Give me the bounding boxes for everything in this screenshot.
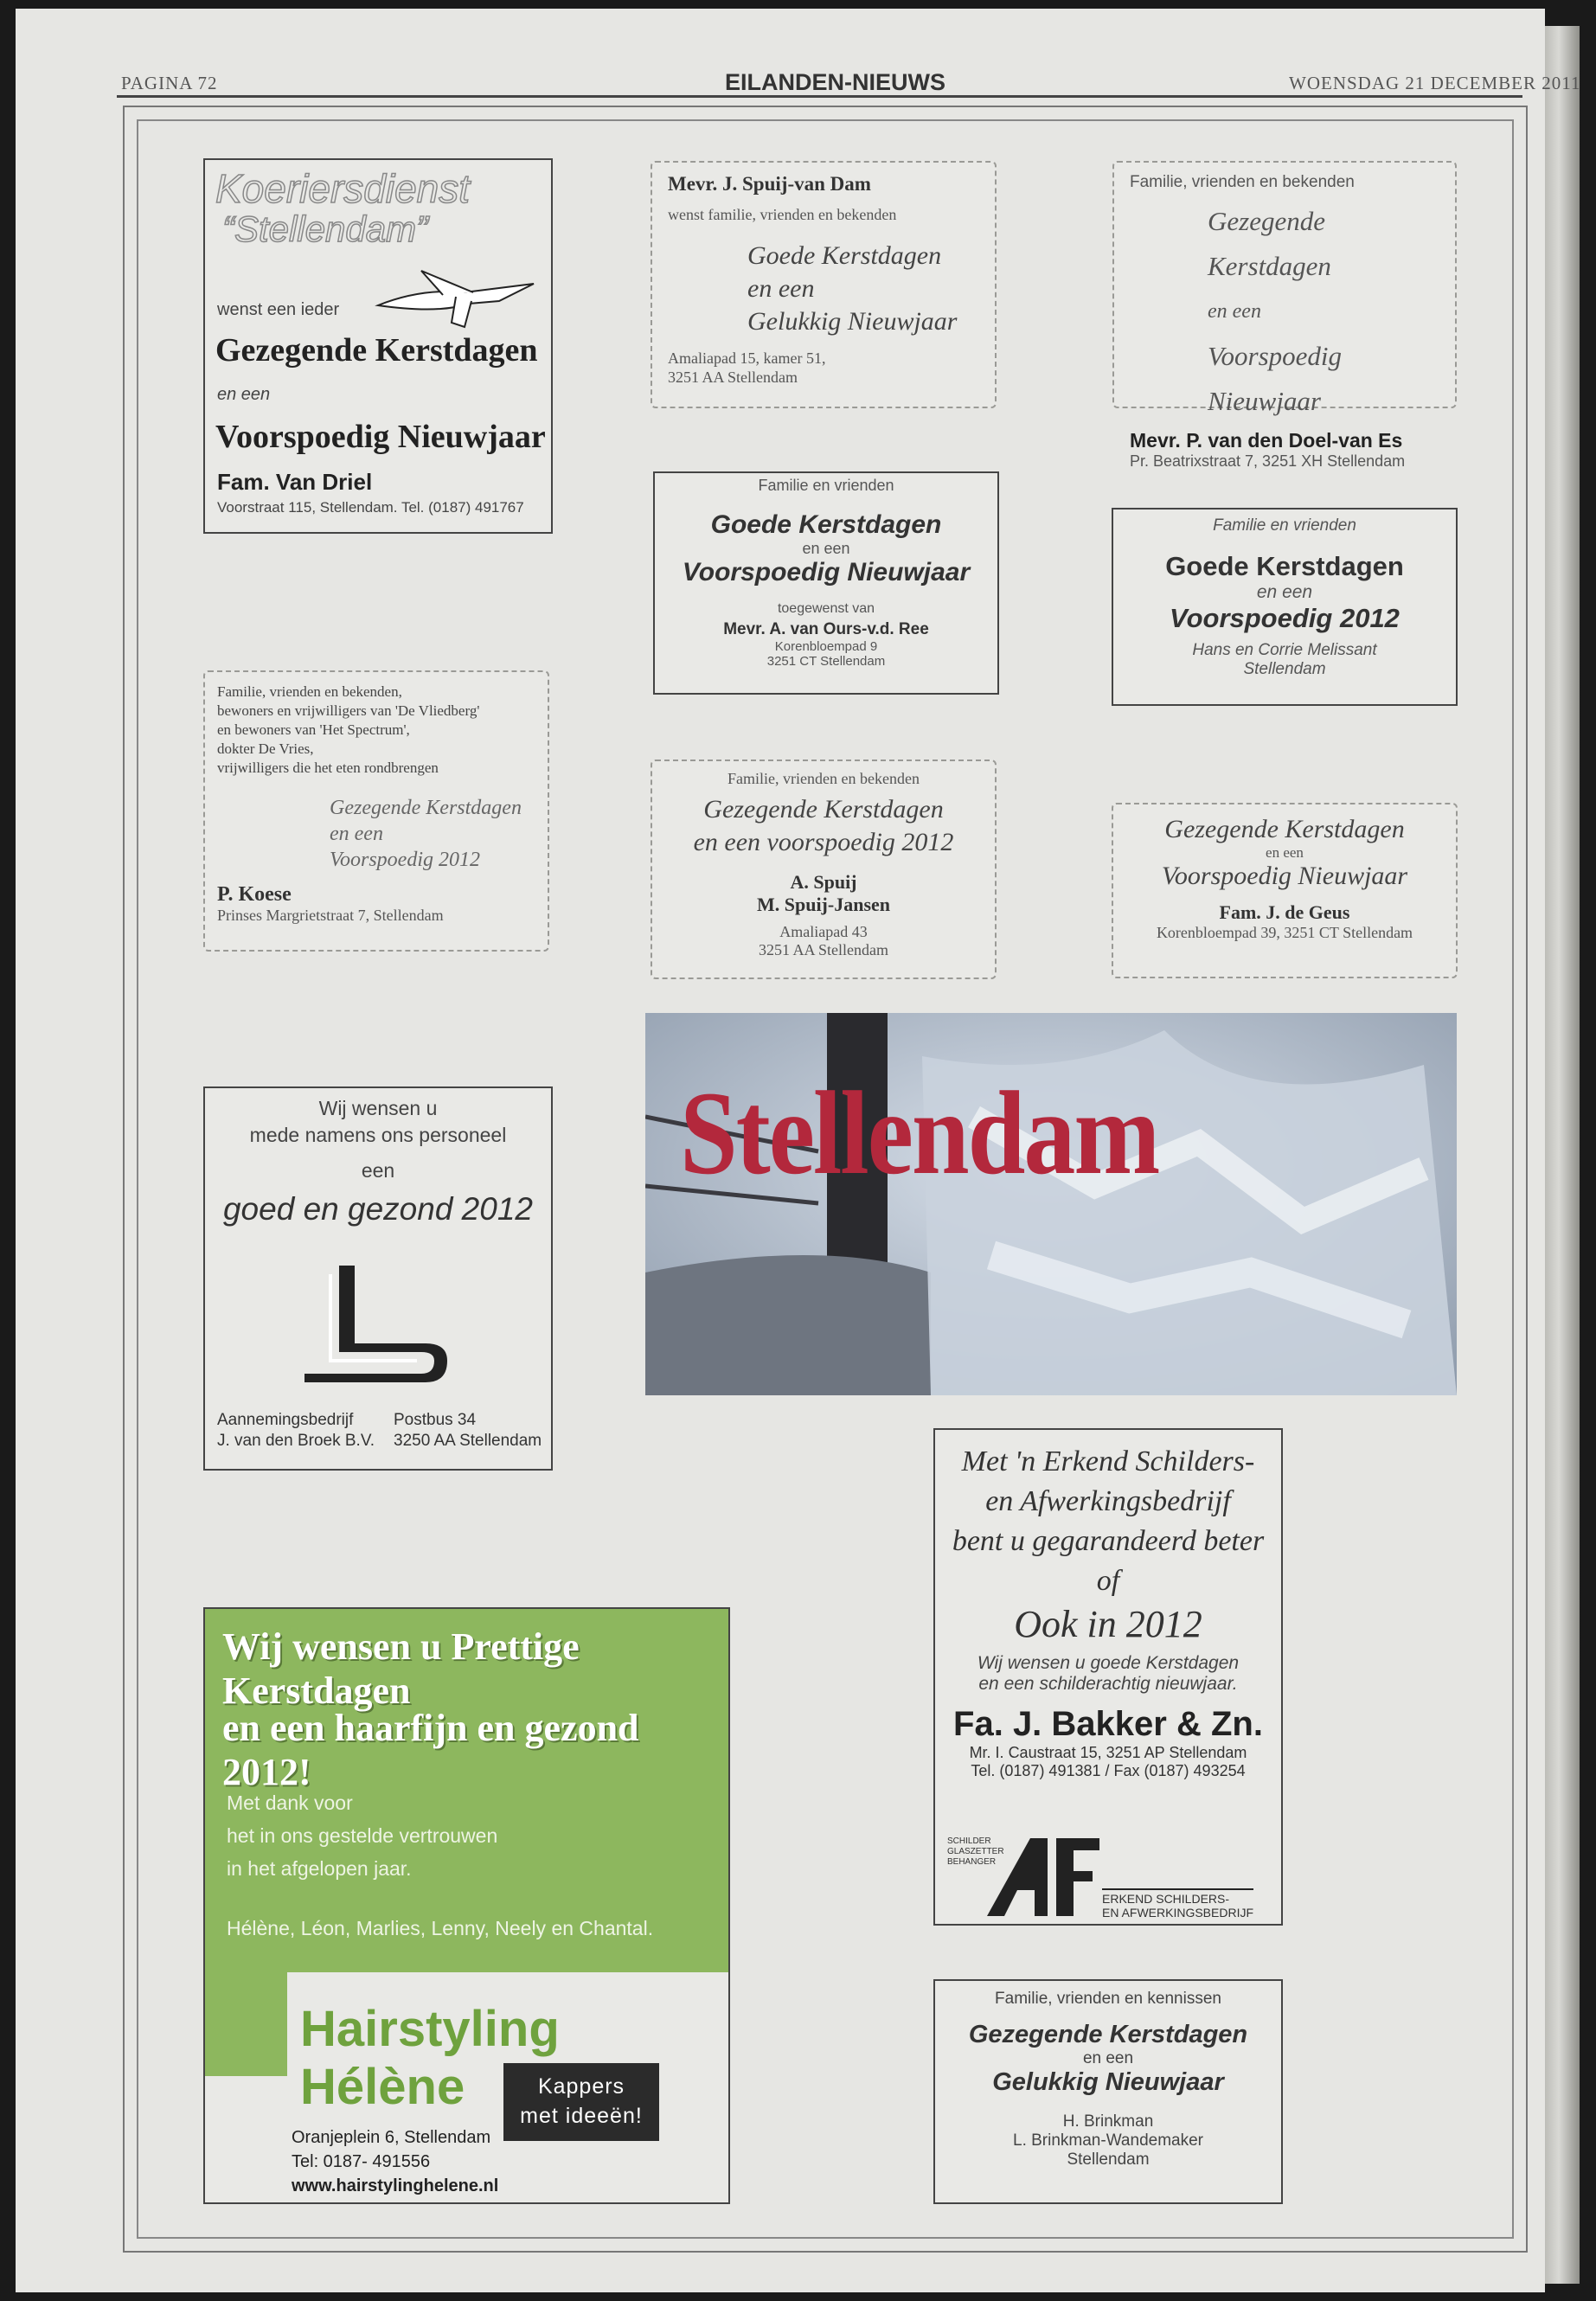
ad-intro: Familie, vrienden en bekenden, xyxy=(217,683,402,700)
ad-greeting: en een xyxy=(747,274,815,303)
ad-phone: Tel. (0187) 491381 / Fax (0187) 493254 xyxy=(971,1762,1246,1779)
tagline-line: met ideeën! xyxy=(520,2104,643,2128)
ad-greeting: Gezegende Kerstdagen xyxy=(330,797,522,819)
ad-sender: Mevr. A. van Ours-v.d. Ree xyxy=(723,620,929,638)
ad-text: in het afgelopen jaar. xyxy=(227,1857,412,1880)
ad-sender: A. Spuij xyxy=(790,871,857,893)
ad-de-geus xyxy=(1112,803,1458,978)
ad-intro: Familie, vrienden en kennissen xyxy=(995,1990,1221,2008)
ad-greeting: Voorspoedig 2012 xyxy=(1170,603,1400,633)
ad-address: 3251 AA Stellendam xyxy=(668,369,798,386)
ad-address: 3250 AA Stellendam xyxy=(394,1432,542,1450)
ad-greeting-2: Voorspoedig Nieuwjaar xyxy=(215,419,546,455)
ad-greeting: en een xyxy=(802,540,850,557)
ad-line: Wij wensen u goede Kerstdagen xyxy=(977,1653,1240,1673)
ad-intro: bewoners en vrijwilligers van 'De Vliedberg' xyxy=(217,702,480,719)
ad-sender: Hans en Corrie Melissant xyxy=(1192,641,1377,659)
ad-spuij-van-dam xyxy=(651,161,997,408)
ad-address: 3251 CT Stellendam xyxy=(766,654,886,669)
ad-van-den-doel xyxy=(1112,161,1457,470)
ad-koeriersdienst xyxy=(203,158,553,534)
ad-line: toegewenst van xyxy=(777,601,875,616)
ad-melissant xyxy=(1112,508,1458,706)
issue-date: WOENSDAG 21 DECEMBER 2011 xyxy=(1289,73,1581,93)
ad-van-den-broek xyxy=(203,1086,553,1471)
ad-greeting: goed en gezond 2012 xyxy=(222,1191,533,1227)
broek-logo xyxy=(296,1257,469,1395)
logo-text: EN AFWERKINGSBEDRIJF xyxy=(1102,1906,1254,1920)
ad-intro: Familie en vrienden xyxy=(1213,516,1356,535)
logo-text: GLASZETTER xyxy=(947,1847,1004,1856)
ad-phone: Tel: 0187- 491556 xyxy=(292,2152,431,2171)
ad-sender: Mevr. J. Spuij-van Dam xyxy=(668,173,871,195)
ad-greeting: Voorspoedig Nieuwjaar xyxy=(682,558,971,586)
ad-bakker xyxy=(933,1428,1283,1926)
ad-address: Korenbloempad 39, 3251 CT Stellendam xyxy=(1156,924,1413,941)
ad-greeting: en een xyxy=(1082,2049,1134,2067)
ad-greeting: en een xyxy=(1208,300,1261,323)
ad-greeting: en een xyxy=(330,823,383,845)
ad-brinkman xyxy=(933,1979,1283,2204)
ad-line: wenst een ieder xyxy=(217,300,340,319)
stellendam-photo xyxy=(645,1013,1457,1395)
ad-sender: L. Brinkman-Wandemaker xyxy=(1013,2131,1203,2150)
page-number: PAGINA 72 xyxy=(121,73,218,93)
ad-line: Wij wensen u xyxy=(318,1097,438,1119)
ad-text: Met dank voor xyxy=(227,1791,353,1814)
ad-address: Voorstraat 115, Stellendam. Tel. (0187) 491767 xyxy=(217,499,524,516)
ad-address: Mr. I. Caustraat 15, 3251 AP Stellendam xyxy=(969,1744,1247,1761)
ad-hairstyling-helene xyxy=(203,1607,730,2204)
ad-intro: wenst familie, vrienden en bekenden xyxy=(668,206,897,223)
ad-slogan: bent u gegarandeerd beter xyxy=(952,1525,1265,1557)
ad-greeting: Goede Kerstdagen xyxy=(1165,551,1404,581)
ad-address: Oranjeplein 6, Stellendam xyxy=(292,2128,491,2147)
ad-company: Fa. J. Bakker & Zn. xyxy=(953,1705,1263,1743)
ad-intro: vrijwilligers die het eten rondbrengen xyxy=(217,760,439,776)
ad-text: het in ons gestelde vertrouwen xyxy=(227,1824,498,1847)
ad-sender: Mevr. P. van den Doel-van Es xyxy=(1130,429,1403,452)
ad-company: J. van den Broek B.V. xyxy=(217,1432,375,1450)
ad-title-2: “Stellendam” xyxy=(222,208,429,249)
af-logo xyxy=(987,1838,1099,1916)
ad-van-ours xyxy=(653,471,999,695)
ad-greeting: Voorspoedig Nieuwjaar xyxy=(1208,341,1342,416)
ad-greeting: Gezegende Kerstdagen xyxy=(1164,815,1405,843)
ad-intro: Familie en vrienden xyxy=(758,477,894,494)
ad-place: Stellendam xyxy=(1067,2150,1150,2169)
ad-intro: en bewoners van 'Het Spectrum', xyxy=(217,721,410,738)
ad-line: een xyxy=(361,1159,395,1182)
ad-address: Amaliapad 15, kamer 51, xyxy=(668,349,826,367)
ad-greeting: Gezegende Kerstdagen xyxy=(215,332,538,369)
brand-tagline xyxy=(503,2063,659,2141)
ad-line: mede namens ons personeel xyxy=(249,1124,507,1146)
ad-website: www.hairstylinghelene.nl xyxy=(292,2176,499,2195)
ad-slogan: en Afwerkingsbedrijf xyxy=(985,1485,1231,1517)
logo-text: ERKEND SCHILDERS- xyxy=(1102,1892,1230,1906)
ad-greeting: Voorspoedig Nieuwjaar xyxy=(1161,862,1408,890)
ad-address: Korenbloempad 9 xyxy=(774,639,878,654)
ad-greeting: Gezegende Kerstdagen xyxy=(703,795,944,824)
ad-intro: dokter De Vries, xyxy=(217,740,314,757)
ad-address: Prinses Margrietstraat 7, Stellendam xyxy=(217,907,444,924)
ad-koese xyxy=(203,670,549,952)
tagline-line: Kappers xyxy=(537,2074,625,2099)
ad-slogan: Met 'n Erkend Schilders- xyxy=(961,1445,1255,1477)
brand-name: Hairstyling Hélène xyxy=(300,2001,560,2115)
ad-greeting: Goede Kerstdagen xyxy=(710,510,942,539)
photo-caption: Stellendam xyxy=(680,1066,1159,1199)
ad-names: Hélène, Léon, Marlies, Lenny, Neely en Chantal. xyxy=(227,1917,654,1939)
ad-greeting: Gezegende Kerstdagen xyxy=(968,2021,1248,2048)
ad-greeting: Gelukkig Nieuwjaar xyxy=(747,307,958,336)
ad-slogan: of xyxy=(1096,1565,1120,1597)
ad-sender: Fam. J. de Geus xyxy=(1219,901,1350,923)
ad-sender: Fam. Van Driel xyxy=(217,469,373,495)
ad-place: Stellendam xyxy=(1243,660,1326,678)
ad-line: en een xyxy=(217,385,271,404)
ad-spuij xyxy=(651,760,997,979)
ad-intro: Familie, vrienden en bekenden xyxy=(727,770,920,787)
ad-greeting: en een xyxy=(1266,844,1304,861)
ad-greeting: Gelukkig Nieuwjaar xyxy=(992,2068,1224,2096)
page-edge xyxy=(1545,26,1580,2284)
ad-line: en een schilderachtig nieuwjaar. xyxy=(978,1674,1238,1694)
ad-greeting: Voorspoedig 2012 xyxy=(330,849,480,871)
ad-intro: Familie, vrienden en bekenden xyxy=(1130,173,1355,191)
ad-sender: H. Brinkman xyxy=(1062,2112,1154,2131)
ad-address: Amaliapad 43 xyxy=(779,923,868,940)
ad-title: Koeriersdienst xyxy=(215,166,471,211)
ad-address: Postbus 34 xyxy=(394,1411,477,1429)
masthead: EILANDEN-NIEUWS xyxy=(725,69,945,95)
ad-sender: P. Koese xyxy=(217,883,292,906)
ad-greeting: Gezegende Kerstdagen xyxy=(1208,206,1331,281)
header-rule xyxy=(117,95,1522,98)
ad-headline: Wij wensen u Prettige Kerstdagen xyxy=(222,1625,580,1712)
logo-text: SCHILDER xyxy=(947,1836,991,1846)
ad-greeting: en een xyxy=(1256,582,1313,602)
ad-greeting: Goede Kerstdagen xyxy=(747,241,942,270)
ad-address: 3251 AA Stellendam xyxy=(759,941,888,958)
ad-headline: en een haarfijn en gezond 2012! xyxy=(222,1707,639,1793)
ad-address: Pr. Beatrixstraat 7, 3251 XH Stellendam xyxy=(1130,452,1406,470)
ad-company: Aannemingsbedrijf xyxy=(217,1411,354,1429)
ad-sender: M. Spuij-Jansen xyxy=(756,894,891,915)
logo-text: BEHANGER xyxy=(947,1857,997,1867)
ad-slogan: Ook in 2012 xyxy=(1014,1603,1202,1645)
ad-greeting: en een voorspoedig 2012 xyxy=(693,828,954,856)
goose-logo xyxy=(369,253,542,331)
